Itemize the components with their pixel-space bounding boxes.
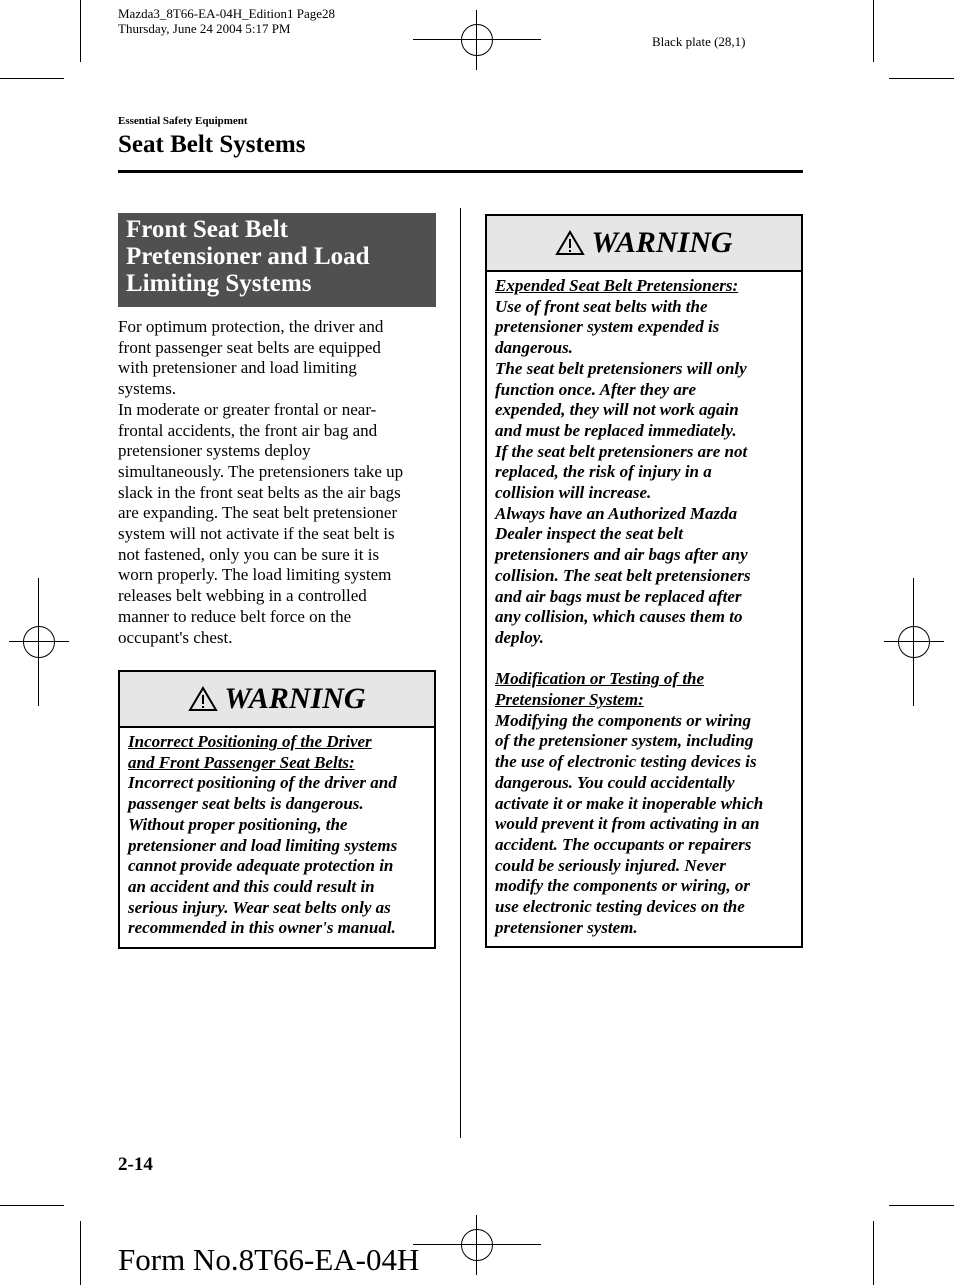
warning-header xyxy=(120,672,434,728)
warning-title-line: Modification or Testing of the xyxy=(495,669,705,689)
warning-text-line: modify the components or wiring, or xyxy=(495,876,751,896)
warning-text-line: dangerous. xyxy=(495,338,573,358)
paragraph-gap xyxy=(495,649,793,670)
body-line: In moderate or greater frontal or near- xyxy=(118,399,377,419)
warning-text-line: any collision, which causes them to xyxy=(495,607,743,627)
subhead-line: Pretensioner and Load xyxy=(126,243,370,270)
warning-body xyxy=(120,728,434,939)
warning-text-line: expended, they will not work again xyxy=(495,400,739,420)
warning-text-line: the use of electronic testing devices is xyxy=(495,752,757,772)
registration-mark-bottom xyxy=(447,1215,507,1275)
warning-title-line: Incorrect Positioning of the Driver xyxy=(128,732,372,751)
warning-text-line: Always have an Authorized Mazda xyxy=(495,503,738,523)
subsection-heading xyxy=(118,213,436,307)
body-line: worn properly. The load limiting system xyxy=(118,565,392,585)
warning-text-line: pretensioner system. xyxy=(495,917,638,937)
slug-line-1: Mazda3_8T66-EA-04H_Edition1 Page28 xyxy=(118,6,335,21)
body-paragraphs xyxy=(118,317,438,648)
warning-triangle-icon xyxy=(555,230,585,256)
registration-mark-right xyxy=(884,612,944,672)
warning-text-line: deploy. xyxy=(495,627,544,647)
crop-mark xyxy=(0,78,64,79)
form-number: Form No.8T66-EA-04H xyxy=(118,1242,420,1277)
warning-text-line: The seat belt pretensioners will only xyxy=(495,358,747,378)
warning-text-line: could be seriously injured. Never xyxy=(495,855,726,875)
registration-mark-left xyxy=(9,612,69,672)
body-line: releases belt webbing in a controlled xyxy=(118,586,367,606)
warning-box-positioning xyxy=(118,670,436,949)
warning-text-line: collision will increase. xyxy=(495,483,652,503)
warning-title-line: Expended Seat Belt Pretensioners: xyxy=(495,276,739,295)
column-divider xyxy=(460,208,461,1138)
body-line: system will not activate if the seat belt is xyxy=(118,524,395,544)
subhead-line: Front Seat Belt xyxy=(126,216,289,243)
title-rule xyxy=(118,170,803,173)
warning-text-line: cannot provide adequate protection in xyxy=(128,856,394,876)
subhead-line: Limiting Systems xyxy=(126,270,312,297)
warning-text-line: passenger seat belts is dangerous. xyxy=(128,794,364,814)
plate-label: Black plate (28,1) xyxy=(652,34,746,49)
warning-text-line: an accident and this could result in xyxy=(128,876,375,896)
warning-text-line: accident. The occupants or repairers xyxy=(495,834,752,854)
page-number: 2-14 xyxy=(118,1154,153,1175)
warning-text-line: If the seat belt pretensioners are not xyxy=(495,441,748,461)
crop-mark xyxy=(889,1205,954,1206)
warning-text-line: function once. After they are xyxy=(495,379,696,399)
warning-text-line: Without proper positioning, the xyxy=(128,814,348,834)
warning-box-pretensioner xyxy=(485,214,803,948)
warning-text-line: serious injury. Wear seat belts only as xyxy=(128,897,391,917)
crop-mark xyxy=(889,78,954,79)
section-label: Essential Safety Equipment xyxy=(118,115,248,127)
warning-text-line: collision. The seat belt pretensioners xyxy=(495,565,751,585)
warning-text-line: Use of front seat belts with the xyxy=(495,296,708,316)
crop-mark xyxy=(0,1205,64,1206)
body-line: manner to reduce belt force on the xyxy=(118,606,352,626)
body-line: front passenger seat belts are equipped xyxy=(118,337,381,357)
warning-body xyxy=(487,272,801,938)
warning-triangle-icon xyxy=(188,686,218,712)
warning-text-line: recommended in this owner's manual. xyxy=(128,918,396,938)
body-line: For optimum protection, the driver and xyxy=(118,317,384,336)
warning-header xyxy=(487,216,801,272)
warning-text-line: Dealer inspect the seat belt xyxy=(495,524,683,544)
body-line: with pretensioner and load limiting xyxy=(118,358,357,378)
warning-text-line: pretensioner system expended is xyxy=(495,317,720,337)
warning-text-line: Incorrect positioning of the driver and xyxy=(128,773,397,793)
warning-text-line: replaced, the risk of injury in a xyxy=(495,462,712,482)
crop-mark xyxy=(80,0,81,62)
body-line: not fastened, only you can be sure it is xyxy=(118,544,380,564)
crop-mark xyxy=(873,0,874,62)
body-line: pretensioner systems deploy xyxy=(118,441,311,461)
slug-line-2: Thursday, June 24 2004 5:17 PM xyxy=(118,21,291,36)
print-slug xyxy=(118,6,335,36)
body-line: systems. xyxy=(118,379,177,399)
body-line: occupant's chest. xyxy=(118,627,233,647)
warning-heading: WARNING xyxy=(591,226,733,259)
body-line: slack in the front seat belts as the air bags xyxy=(118,482,401,502)
warning-text-line: pretensioners and air bags after any xyxy=(495,545,748,565)
page-title: Seat Belt Systems xyxy=(118,131,306,158)
warning-text-line: and air bags must be replaced after xyxy=(495,586,742,606)
warning-heading: WARNING xyxy=(224,682,366,715)
warning-text-line: pretensioner and load limiting systems xyxy=(128,835,398,855)
warning-title-line: Pretensioner System: xyxy=(495,690,644,710)
warning-text-line: dangerous. You could accidentally xyxy=(495,772,735,792)
warning-text-line: use electronic testing devices on the xyxy=(495,897,745,917)
warning-title-line: and Front Passenger Seat Belts: xyxy=(128,752,355,772)
warning-text-line: of the pretensioner system, including xyxy=(495,731,754,751)
warning-text-line: and must be replaced immediately. xyxy=(495,420,737,440)
body-line: are expanding. The seat belt pretensioner xyxy=(118,503,398,523)
crop-mark xyxy=(873,1221,874,1285)
body-line: frontal accidents, the front air bag and xyxy=(118,420,378,440)
warning-text-line: would prevent it from activating in an xyxy=(495,814,760,834)
warning-text-line: activate it or make it inoperable which xyxy=(495,793,764,813)
registration-mark-top xyxy=(447,10,507,70)
crop-mark xyxy=(80,1221,81,1285)
warning-text-line: Modifying the components or wiring xyxy=(495,710,751,730)
body-line: simultaneously. The pretensioners take up xyxy=(118,461,404,481)
